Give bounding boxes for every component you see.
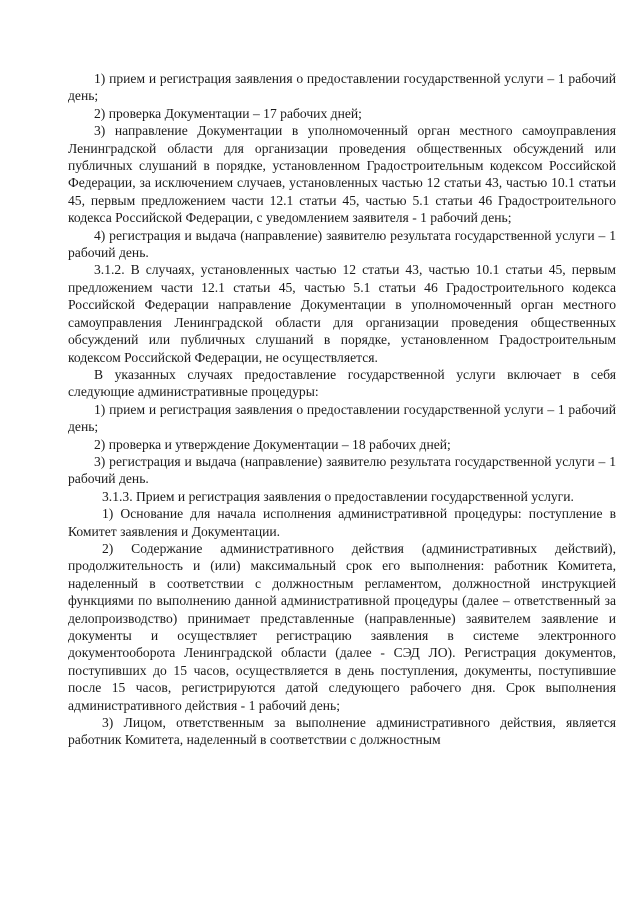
paragraph: В указанных случаях предоставление государственной услуги включает в себя следующие административные процедуры: [68,366,616,400]
paragraph: 4) регистрация и выдача (направление) заявителю результата государственной услуги – 1 рабочий день. [68,227,616,261]
paragraph: 3) регистрация и выдача (направление) заявителю результата государственной услуги – 1 рабочий день. [68,453,616,487]
document-page [68,70,616,749]
paragraph: 3.1.2. В случаях, установленных частью 12 статьи 43, частью 10.1 статьи 45, первым предложением части 12.1 статьи 45, частью 5.1 статьи 46 Градостроительного кодекса Российской Федерации направление Документации в уполномоченный орган местного самоуправления Ленинградской области для организации проведения общественных обсуждений или публичных слушаний в порядке, установленном Градостроительным кодексом Российской Федерации, не осуществляется. [68,262,616,365]
paragraph: 1) прием и регистрация заявления о предоставлении государственной услуги – 1 рабочий день; [68,401,616,435]
paragraph: 2) проверка Документации – 17 рабочих дней; [94,105,362,121]
paragraph: 3) Лицом, ответственным за выполнение административного действия, является работник Комитета, наделенный в соответствии с должностным [68,715,616,748]
paragraph: 1) Основание для начала исполнения административной процедуры: поступление в Комитет заявления и Документации. [68,506,616,539]
paragraph: 2) Содержание административного действия (административных действий), продолжительность и (или) максимальный срок его выполнения: работник Комитета, наделенный в соответствии с должностным регламентом, должностной инструкцией функциями по выполнению данной административной процедуры (далее – ответственный за делопроизводство) принимает представленные (направленные) заявителем заявление и документы и осуществляет регистрацию заявления в системе электронного документооборота Ленинградской области (далее - СЭД ЛО). Регистрация документов, поступивших до 15 часов, осуществляется в день поступления, документы, поступившие после 15 часов, регистрируются датой следующего рабочего дня. Срок выполнения административного действия - 1 рабочий день; [68,540,616,713]
section-heading: 3.1.3. Прием и регистрация заявления о предоставлении государственной услуги. [102,488,574,504]
paragraph: 2) проверка и утверждение Документации – 18 рабочих дней; [94,436,451,452]
paragraph: 3) направление Документации в уполномоченный орган местного самоуправления Ленинградской области для организации проведения общественных обсуждений или публичных слушаний в порядке, установленном Градостроительным кодексом Российской Федерации, за исключением случаев, установленных частью 12 статьи 43, частью 10.1 статьи 45, первым предложением части 12.1 статьи 45, частью 5.1 статьи 46 Градостроительного кодекса Российской Федерации, с уведомлением заявителя - 1 рабочий день; [68,123,616,226]
paragraph: 1) прием и регистрация заявления о предоставлении государственной услуги – 1 рабочий день; [68,71,616,104]
